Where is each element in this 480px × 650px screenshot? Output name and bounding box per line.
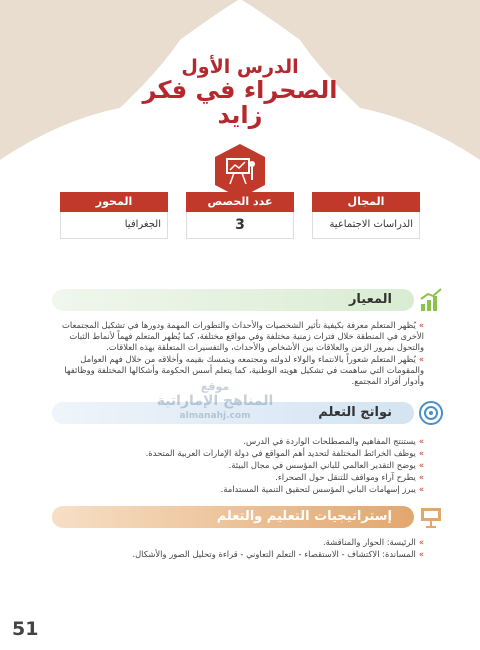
sessions-value: 3 [186, 212, 294, 239]
teacher-board-icon [418, 504, 444, 530]
lesson-name-line2: زايد [217, 101, 263, 130]
outcomes-title: نواتج التعلم [318, 405, 392, 420]
lesson-number: الدرس الأول [181, 56, 299, 78]
outcome-item: » يبرز إسهامات الباني المؤسس لتحقيق التنمية المستدامة. [48, 484, 424, 495]
watermark [150, 380, 280, 421]
watermark-line2: المناهج الإماراتية [156, 393, 274, 409]
outcome-item: » يوظف الخرائط المختلفة لتحديد أهم المواقع في دولة الإمارات العربية المتحدة. [48, 448, 424, 459]
strategy-item: » المساندة: الاكتشاف - الاستقصاء - التعلم التعاوني - قراءة وتحليل الصور والأشكال. [48, 549, 424, 560]
strategies-title: إستراتيجيات التعليم والتعلم [216, 509, 392, 524]
axis-value: الجغرافيا [60, 212, 168, 239]
outcome-item: » يطرح آراء ومواقف للتنقل حول الصحراء. [48, 472, 424, 483]
watermark-site: almanahj.com [179, 411, 251, 421]
standard-header [52, 289, 414, 311]
lesson-name-line1: الصحراء في فكر [142, 75, 338, 104]
standard-list [48, 320, 424, 388]
axis-box [60, 192, 168, 240]
strategies-list [48, 537, 424, 561]
outcomes-list [48, 436, 424, 496]
page-number: 51 [12, 618, 39, 640]
axis-label: المحور [60, 192, 168, 212]
strategy-item: » الرئيسة: الحوار والمناقشة. [48, 537, 424, 548]
target-icon [418, 400, 444, 426]
watermark-line1: موقع [200, 380, 230, 393]
lesson-title [140, 58, 340, 128]
sessions-label: عدد الحصص [186, 192, 294, 212]
standard-title: المعيار [348, 292, 392, 307]
domain-value: الدراسات الاجتماعية [312, 212, 420, 239]
domain-label: المجال [312, 192, 420, 212]
outcome-item: » يوضح التقدير العالمي للباني المؤسس في مجال البيئة. [48, 460, 424, 471]
standard-item: » يُظهر المتعلم شعوراً بالانتماء والولاء لدولته ومجتمعه ويتمسك بقيمه وأخلاقه من خلال فهم العوامل والمقومات التي ساهمت في تشكيل هويته الوطنية، كما يتعلم أسس الحكومة وأشكالها المختلفة ووظائفها وأدوار أفراد المجتمع. [48, 354, 424, 387]
strategies-header [52, 506, 414, 528]
growth-chart-icon [418, 287, 444, 313]
standard-item: » يُظهر المتعلم معرفة بكيفية تأثير الشخصيات والأحداث والتطورات المهمة ودورها في تشكيل المجتمعات الأخرى في المنطقة خلال فترات زمنية مختلفة وفي مواقع مختلفة، كما يُظهر المتعلم فهماً لأنماط الثبات والتحول بمرور الزمن والعلاقات بين الأشخاص والأحداث، والتفسيرات المتعلقة بهذه العلاقات. [48, 320, 424, 353]
sessions-box [186, 192, 294, 240]
outcome-item: » يستنتج المفاهيم والمصطلحات الواردة في الدرس. [48, 436, 424, 447]
domain-box [312, 192, 420, 240]
